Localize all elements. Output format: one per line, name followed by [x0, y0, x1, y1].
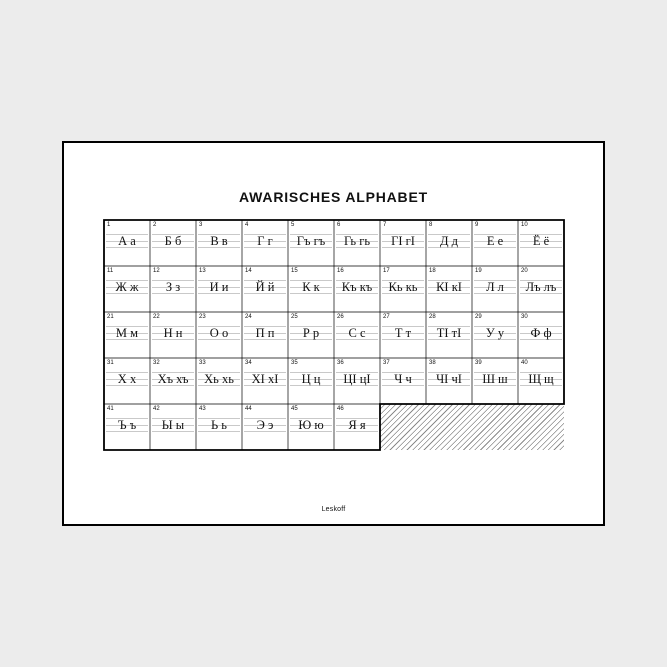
letter-number: 42: [153, 406, 160, 412]
letter-glyph: Д д: [439, 234, 458, 248]
letter-cell: [380, 220, 426, 266]
letter-glyph: С с: [348, 326, 366, 340]
letter-glyph: К к: [302, 280, 320, 294]
letter-cell: [242, 220, 288, 266]
letter-cell: [242, 404, 288, 450]
letter-number: 20: [521, 268, 528, 274]
letter-glyph: Ё ё: [532, 234, 550, 248]
letter-number: 13: [199, 268, 206, 274]
brand-logo: Leskoff: [321, 506, 346, 513]
letter-number: 21: [107, 314, 114, 320]
letter-glyph: КӀ кӀ: [436, 280, 462, 294]
letter-number: 33: [199, 360, 206, 366]
letter-cell: [150, 220, 196, 266]
letter-cell: [472, 220, 518, 266]
letter-number: 4: [245, 222, 249, 228]
letter-glyph: Кь кь: [388, 280, 418, 294]
letter-number: 2: [153, 222, 157, 228]
hatched-empty-area: [380, 404, 564, 450]
letter-glyph: Ю ю: [298, 418, 324, 432]
letter-number: 35: [291, 360, 298, 366]
letter-number: 39: [475, 360, 482, 366]
letter-cell: [150, 312, 196, 358]
letter-number: 28: [429, 314, 436, 320]
letter-glyph: Т т: [394, 326, 412, 340]
letter-glyph: М м: [115, 326, 139, 340]
letter-glyph: ЦӀ цӀ: [343, 372, 371, 386]
letter-cell: [288, 220, 334, 266]
letter-glyph: Гъ гъ: [296, 234, 326, 248]
letter-number: 17: [383, 268, 390, 274]
letter-number: 10: [521, 222, 528, 228]
letter-glyph: ХӀ хӀ: [251, 372, 279, 386]
letter-glyph: Хъ хъ: [157, 372, 189, 386]
letter-cell: [288, 312, 334, 358]
letter-number: 18: [429, 268, 436, 274]
letter-number: 37: [383, 360, 390, 366]
letter-cell: [334, 358, 380, 404]
letter-cell: [196, 312, 242, 358]
letter-number: 40: [521, 360, 528, 366]
letter-number: 19: [475, 268, 482, 274]
letter-glyph: Щ щ: [528, 372, 554, 386]
letter-glyph: Ь ь: [210, 418, 227, 432]
letter-cell: [380, 358, 426, 404]
letter-number: 1: [107, 222, 111, 228]
letter-glyph: Л л: [486, 280, 504, 294]
letter-cell: [150, 266, 196, 312]
letter-number: 32: [153, 360, 160, 366]
letter-cell: [380, 312, 426, 358]
letter-cell: [426, 220, 472, 266]
letter-glyph: Е е: [486, 234, 504, 248]
alphabet-grid: [104, 220, 564, 450]
letter-glyph: Н н: [163, 326, 183, 340]
letter-cell: [334, 266, 380, 312]
letter-cell: [196, 266, 242, 312]
letter-cell: [334, 404, 380, 450]
letter-number: 25: [291, 314, 298, 320]
letter-cell: [518, 312, 564, 358]
letter-number: 26: [337, 314, 344, 320]
letter-cell: [288, 404, 334, 450]
letter-cell: [288, 266, 334, 312]
poster-title: AWARISCHES ALPHABET: [239, 189, 428, 205]
letter-cell: [104, 220, 150, 266]
letter-cell: [150, 404, 196, 450]
letter-glyph: Ш ш: [482, 372, 508, 386]
letter-cell: [472, 312, 518, 358]
letter-number: 34: [245, 360, 252, 366]
letter-glyph: Къ къ: [341, 280, 373, 294]
letter-cell: [518, 358, 564, 404]
letter-glyph: Х х: [117, 372, 137, 386]
letter-cell: [518, 266, 564, 312]
letter-cell: [242, 266, 288, 312]
letter-glyph: В в: [210, 234, 228, 248]
letter-glyph: З з: [165, 280, 181, 294]
letter-cell: [104, 266, 150, 312]
letter-cell: [518, 220, 564, 266]
letter-glyph: Ы ы: [161, 418, 185, 432]
letter-glyph: Г г: [257, 234, 273, 248]
letter-glyph: Р р: [302, 326, 320, 340]
letter-cell: [242, 312, 288, 358]
letter-number: 38: [429, 360, 436, 366]
letter-cell: [288, 358, 334, 404]
letter-number: 8: [429, 222, 433, 228]
letter-number: 43: [199, 406, 206, 412]
letter-glyph: Гь гь: [343, 234, 371, 248]
letter-number: 7: [383, 222, 387, 228]
letter-glyph: Ц ц: [301, 372, 321, 386]
letter-number: 3: [199, 222, 203, 228]
letter-number: 22: [153, 314, 160, 320]
letter-glyph: Ф ф: [530, 326, 552, 340]
letter-number: 27: [383, 314, 390, 320]
letter-cell: [472, 266, 518, 312]
letter-glyph: О о: [209, 326, 229, 340]
letter-glyph: Ъ ъ: [117, 418, 137, 432]
letter-glyph: Ж ж: [115, 280, 139, 294]
letter-glyph: ТӀ тӀ: [436, 326, 462, 340]
letter-cell: [472, 358, 518, 404]
letter-cell: [104, 312, 150, 358]
letter-glyph: П п: [255, 326, 275, 340]
letter-number: 41: [107, 406, 114, 412]
letter-number: 11: [107, 268, 114, 274]
letter-cell: [334, 312, 380, 358]
letter-number: 23: [199, 314, 206, 320]
letter-glyph: И и: [209, 280, 229, 294]
letter-number: 46: [337, 406, 344, 412]
letter-glyph: ЧӀ чӀ: [436, 372, 462, 386]
letter-glyph: ГӀ гӀ: [391, 234, 415, 248]
letter-number: 31: [107, 360, 114, 366]
letter-cell: [380, 266, 426, 312]
letter-cell: [196, 220, 242, 266]
letter-glyph: Й й: [255, 280, 275, 294]
letter-number: 16: [337, 268, 344, 274]
letter-number: 24: [245, 314, 252, 320]
letter-glyph: А а: [118, 234, 136, 248]
letter-glyph: У у: [485, 326, 505, 340]
letter-cell: [104, 358, 150, 404]
letter-number: 30: [521, 314, 528, 320]
letter-cell: [334, 220, 380, 266]
letter-glyph: Я я: [348, 418, 366, 432]
letter-number: 12: [153, 268, 160, 274]
letter-cell: [426, 312, 472, 358]
letter-number: 9: [475, 222, 479, 228]
letter-number: 5: [291, 222, 295, 228]
letter-cell: [426, 358, 472, 404]
letter-number: 45: [291, 406, 298, 412]
letter-cell: [104, 404, 150, 450]
letter-cell: [242, 358, 288, 404]
letter-number: 14: [245, 268, 252, 274]
letter-glyph: Хь хь: [204, 372, 234, 386]
letter-glyph: Ч ч: [394, 372, 412, 386]
letter-cell: [196, 404, 242, 450]
letter-glyph: Э э: [256, 418, 274, 432]
letter-number: 44: [245, 406, 252, 412]
poster: [62, 141, 605, 526]
letter-cell: [196, 358, 242, 404]
letter-glyph: Лъ лъ: [525, 280, 557, 294]
letter-number: 6: [337, 222, 341, 228]
letter-number: 29: [475, 314, 482, 320]
letter-glyph: Б б: [164, 234, 182, 248]
letter-number: 15: [291, 268, 298, 274]
letter-number: 36: [337, 360, 344, 366]
letter-cell: [150, 358, 196, 404]
letter-cell: [426, 266, 472, 312]
